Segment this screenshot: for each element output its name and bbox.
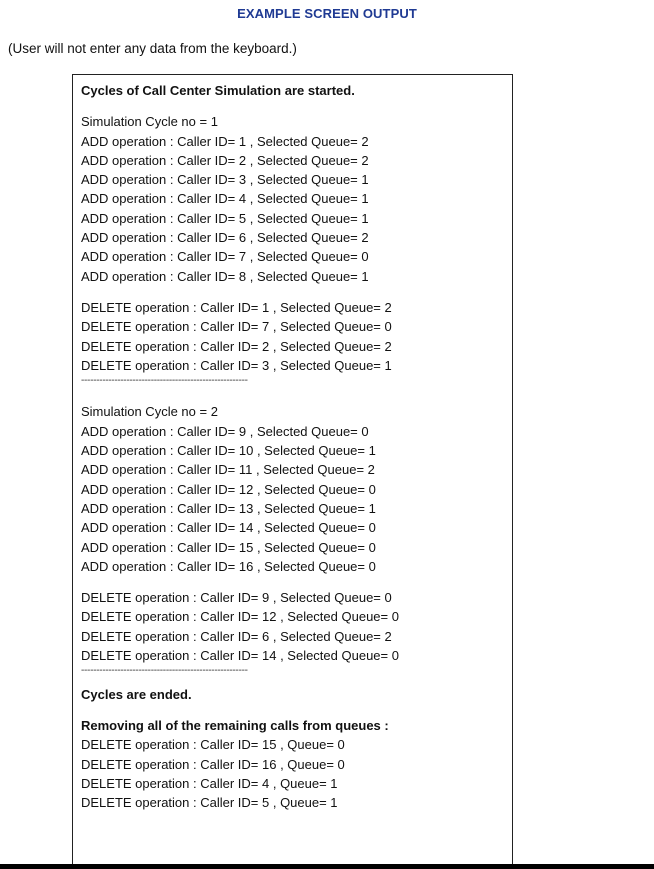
spacer <box>81 100 508 112</box>
output-line: ADD operation : Caller ID= 7 , Selected Queue= 0 <box>81 249 369 265</box>
output-line: DELETE operation : Caller ID= 1 , Selected Queue= 2 <box>81 299 392 315</box>
page-title: EXAMPLE SCREEN OUTPUT <box>237 6 417 21</box>
output-line: ADD operation : Caller ID= 14 , Selected Queue= 0 <box>81 520 376 536</box>
spacer <box>81 576 508 588</box>
output-line: ADD operation : Caller ID= 2 , Selected Queue= 2 <box>81 152 369 168</box>
output-line: ADD operation : Caller ID= 12 , Selected Queue= 0 <box>81 481 376 497</box>
output-line: DELETE operation : Caller ID= 2 , Selected Queue= 2 <box>81 338 392 354</box>
output-line: ADD operation : Caller ID= 5 , Selected Queue= 1 <box>81 210 369 226</box>
spacer <box>81 286 508 298</box>
output-line: ADD operation : Caller ID= 16 , Selected Queue= 0 <box>81 558 376 574</box>
output-line: ADD operation : Caller ID= 9 , Selected Queue= 0 <box>81 423 369 439</box>
output-line: ADD operation : Caller ID= 8 , Selected Queue= 1 <box>81 268 369 284</box>
output-line: ADD operation : Caller ID= 11 , Selected Queue= 2 <box>81 462 375 478</box>
output-line: DELETE operation : Caller ID= 3 , Selected Queue= 1 <box>81 357 392 373</box>
output-line: DELETE operation : Caller ID= 12 , Selected Queue= 0 <box>81 609 399 625</box>
output-line: DELETE operation : Caller ID= 6 , Selected Queue= 2 <box>81 628 392 644</box>
spacer <box>81 394 508 402</box>
output-line: DELETE operation : Caller ID= 16 , Queue= 0 <box>81 756 345 772</box>
output-line: DELETE operation : Caller ID= 15 , Queue= 0 <box>81 737 345 753</box>
output-line: ADD operation : Caller ID= 3 , Selected Queue= 1 <box>81 172 369 188</box>
removing-label: Removing all of the remaining calls from queues : <box>81 717 389 733</box>
output-line: DELETE operation : Caller ID= 4 , Queue= 1 <box>81 775 338 791</box>
spacer <box>81 704 508 716</box>
separator-line: ------------------------------------------------------- <box>81 665 248 677</box>
separator-line: ------------------------------------------------------- <box>81 375 248 387</box>
cycle-1-label: Simulation Cycle no = 1 <box>81 114 218 130</box>
output-line: DELETE operation : Caller ID= 14 , Selected Queue= 0 <box>81 648 399 664</box>
output-line: DELETE operation : Caller ID= 7 , Selected Queue= 0 <box>81 319 392 335</box>
instruction-note: (User will not enter any data from the keyboard.) <box>8 41 297 56</box>
output-line: ADD operation : Caller ID= 6 , Selected Queue= 2 <box>81 230 369 246</box>
cycle-2-label: Simulation Cycle no = 2 <box>81 404 218 420</box>
output-text <box>81 81 508 812</box>
output-line: ADD operation : Caller ID= 10 , Selected Queue= 1 <box>81 443 376 459</box>
output-line: DELETE operation : Caller ID= 5 , Queue= 1 <box>81 795 338 811</box>
output-line: ADD operation : Caller ID= 15 , Selected Queue= 0 <box>81 539 376 555</box>
cycles-ended-text: Cycles are ended. <box>81 686 192 702</box>
output-line: ADD operation : Caller ID= 4 , Selected Queue= 1 <box>81 191 369 207</box>
output-line: ADD operation : Caller ID= 1 , Selected Queue= 2 <box>81 133 369 149</box>
output-line: ADD operation : Caller ID= 13 , Selected Queue= 1 <box>81 500 376 516</box>
output-line: DELETE operation : Caller ID= 9 , Selected Queue= 0 <box>81 590 392 606</box>
screen-output-box <box>72 74 513 869</box>
bottom-border <box>0 864 654 869</box>
output-header: Cycles of Call Center Simulation are started. <box>81 83 355 98</box>
